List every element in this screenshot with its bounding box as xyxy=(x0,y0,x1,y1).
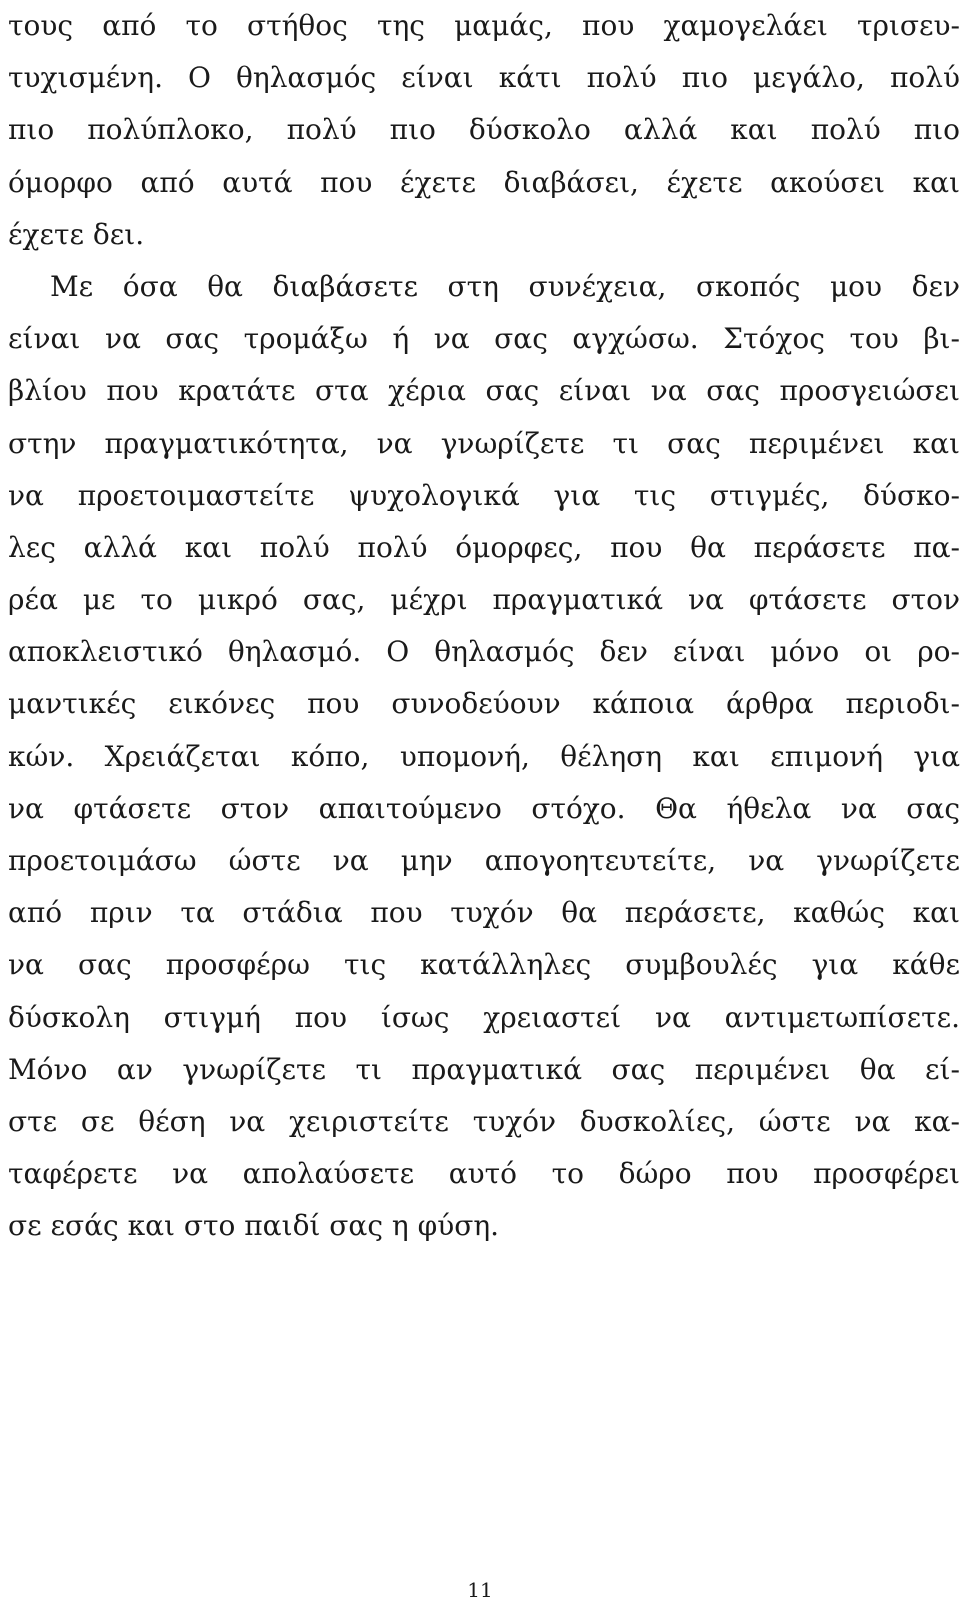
text-line: να σας προσφέρω τις κατάλληλες συμβουλές για κάθε xyxy=(8,948,960,982)
text-line: από πριν τα στάδια που τυχόν θα περάσετε, καθώς και xyxy=(8,896,960,930)
text-line: να φτάσετε στον απαιτούμενο στόχο. Θα ήθελα να σας xyxy=(8,791,960,825)
text-line: δύσκολη στιγμή που ίσως χρειαστεί να αντιμετωπίσετε. xyxy=(8,1000,960,1034)
text-line: ταφέρετε να απολαύσετε αυτό το δώρο που προσφέρει xyxy=(8,1157,960,1191)
text-line: σε εσάς και στο παιδί σας η φύση. xyxy=(8,1209,499,1243)
text-line: ρέα με το μικρό σας, μέχρι πραγματικά να φτάσετε στον xyxy=(8,583,960,617)
text-line: στε σε θέση να χειριστείτε τυχόν δυσκολίες, ώστε να κα- xyxy=(8,1104,960,1138)
text-line: στην πραγματικότητα, να γνωρίζετε τι σας περιμένει και xyxy=(8,426,960,460)
text-line: πιο πολύπλοκο, πολύ πιο δύσκολο αλλά και πολύ πιο xyxy=(8,113,960,147)
body-text xyxy=(8,0,960,1253)
text-line: προετοιμάσω ώστε να μην απογοητευτείτε, να γνωρίζετε xyxy=(8,844,960,877)
text-line: είναι να σας τρομάξω ή να σας αγχώσω. Στόχος του βι- xyxy=(8,322,960,356)
text-line: βλίου που κρατάτε στα χέρια σας είναι να σας προσγειώσει xyxy=(8,374,960,408)
text-line: τυχισμένη. Ο θηλασμός είναι κάτι πολύ πιο μεγάλο, πολύ xyxy=(8,61,960,95)
text-line: να προετοιμαστείτε ψυχολογικά για τις στιγμές, δύσκο- xyxy=(8,478,960,512)
text-line: μαντικές εικόνες που συνοδεύουν κάποια άρθρα περιοδι- xyxy=(8,687,960,721)
text-line: Με όσα θα διαβάσετε στη συνέχεια, σκοπός μου δεν xyxy=(50,269,960,303)
text-line: τους από το στήθος της μαμάς, που χαμογελάει τρισευ- xyxy=(8,9,960,42)
text-line: έχετε δει. xyxy=(8,217,145,251)
text-line: κών. Χρειάζεται κόπο, υπομονή, θέληση και επιμονή για xyxy=(8,739,960,773)
text-line: Μόνο αν γνωρίζετε τι πραγματικά σας περιμένει θα εί- xyxy=(8,1052,960,1086)
text-line: όμορφο από αυτά που έχετε διαβάσει, έχετε ακούσει και xyxy=(8,165,960,199)
page-number: 11 xyxy=(467,1578,493,1602)
text-line: αποκλειστικό θηλασμό. Ο θηλασμός δεν είναι μόνο οι ρο- xyxy=(8,635,960,669)
text-line: λες αλλά και πολύ πολύ όμορφες, που θα περάσετε πα- xyxy=(8,530,960,564)
